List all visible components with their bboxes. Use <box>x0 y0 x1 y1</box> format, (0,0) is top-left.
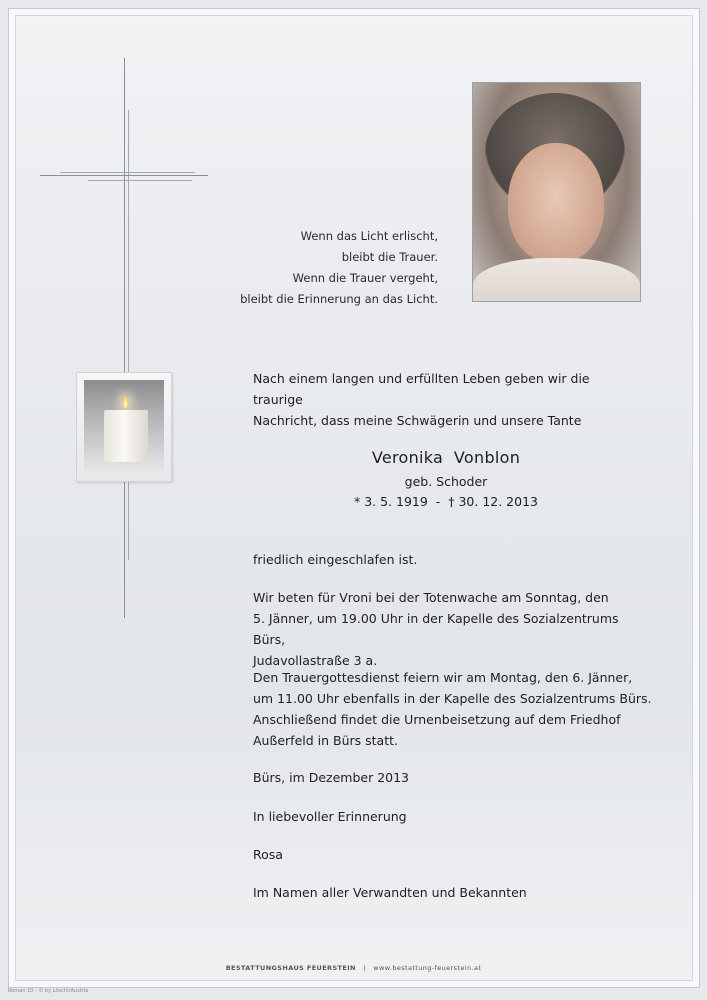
relatives-text: Im Namen aller Verwandten und Bekannten <box>253 885 527 900</box>
quote-line: Wenn das Licht erlischt, <box>300 229 438 243</box>
intro-line: Nach einem langen und erfüllten Leben geben wir die traurige <box>253 371 590 407</box>
vigil-line: Wir beten für Vroni bei der Totenwache am Sonntag, den <box>253 590 609 605</box>
service-paragraph <box>253 667 653 751</box>
memory-text: In liebevoller Erinnerung <box>253 809 407 824</box>
footer-company: BESTATTUNGSHAUS FEUERSTEIN <box>225 964 356 972</box>
vigil-line: 5. Jänner, um 19.00 Uhr in der Kapelle des Sozialzentrums Bürs, <box>253 611 619 647</box>
passed-text: friedlich eingeschlafen ist. <box>253 552 418 567</box>
deceased-name: Veronika Vonblon <box>371 448 521 467</box>
service-line: um 11.00 Uhr ebenfalls in der Kapelle des Sozialzentrums Bürs. <box>253 691 652 706</box>
maiden-name: geb. Schoder <box>404 474 488 489</box>
candle-flame-icon <box>123 397 128 408</box>
service-line: Außerfeld in Bürs statt. <box>253 733 398 748</box>
vigil-paragraph <box>253 587 653 671</box>
copyright-note: Roman 10 - © by Löscht/Austria <box>8 988 89 994</box>
footer <box>0 964 707 972</box>
quote-line: bleibt die Trauer. <box>341 250 438 264</box>
life-dates: * 3. 5. 1919 - † 30. 12. 2013 <box>354 494 538 509</box>
service-line: Anschließend findet die Urnenbeisetzung auf dem Friedhof <box>253 712 621 727</box>
quote-line: Wenn die Trauer vergeht, <box>292 271 438 285</box>
candle-image <box>76 372 172 482</box>
intro-line: Nachricht, dass meine Schwägerin und unsere Tante <box>253 413 582 428</box>
place-date: Bürs, im Dezember 2013 <box>253 770 410 785</box>
quote-line: bleibt die Erinnerung an das Licht. <box>240 292 438 306</box>
memorial-quote <box>220 226 438 310</box>
footer-separator: | <box>363 964 366 972</box>
footer-website[interactable]: www.bestattung-feuerstein.at <box>373 964 482 972</box>
service-line: Den Trauergottesdienst feiern wir am Montag, den 6. Jänner, <box>253 670 633 685</box>
vigil-line: Judavollastraße 3 a. <box>253 653 378 668</box>
intro-text <box>253 368 643 431</box>
signer-name: Rosa <box>253 847 283 862</box>
portrait-photo <box>472 82 641 302</box>
